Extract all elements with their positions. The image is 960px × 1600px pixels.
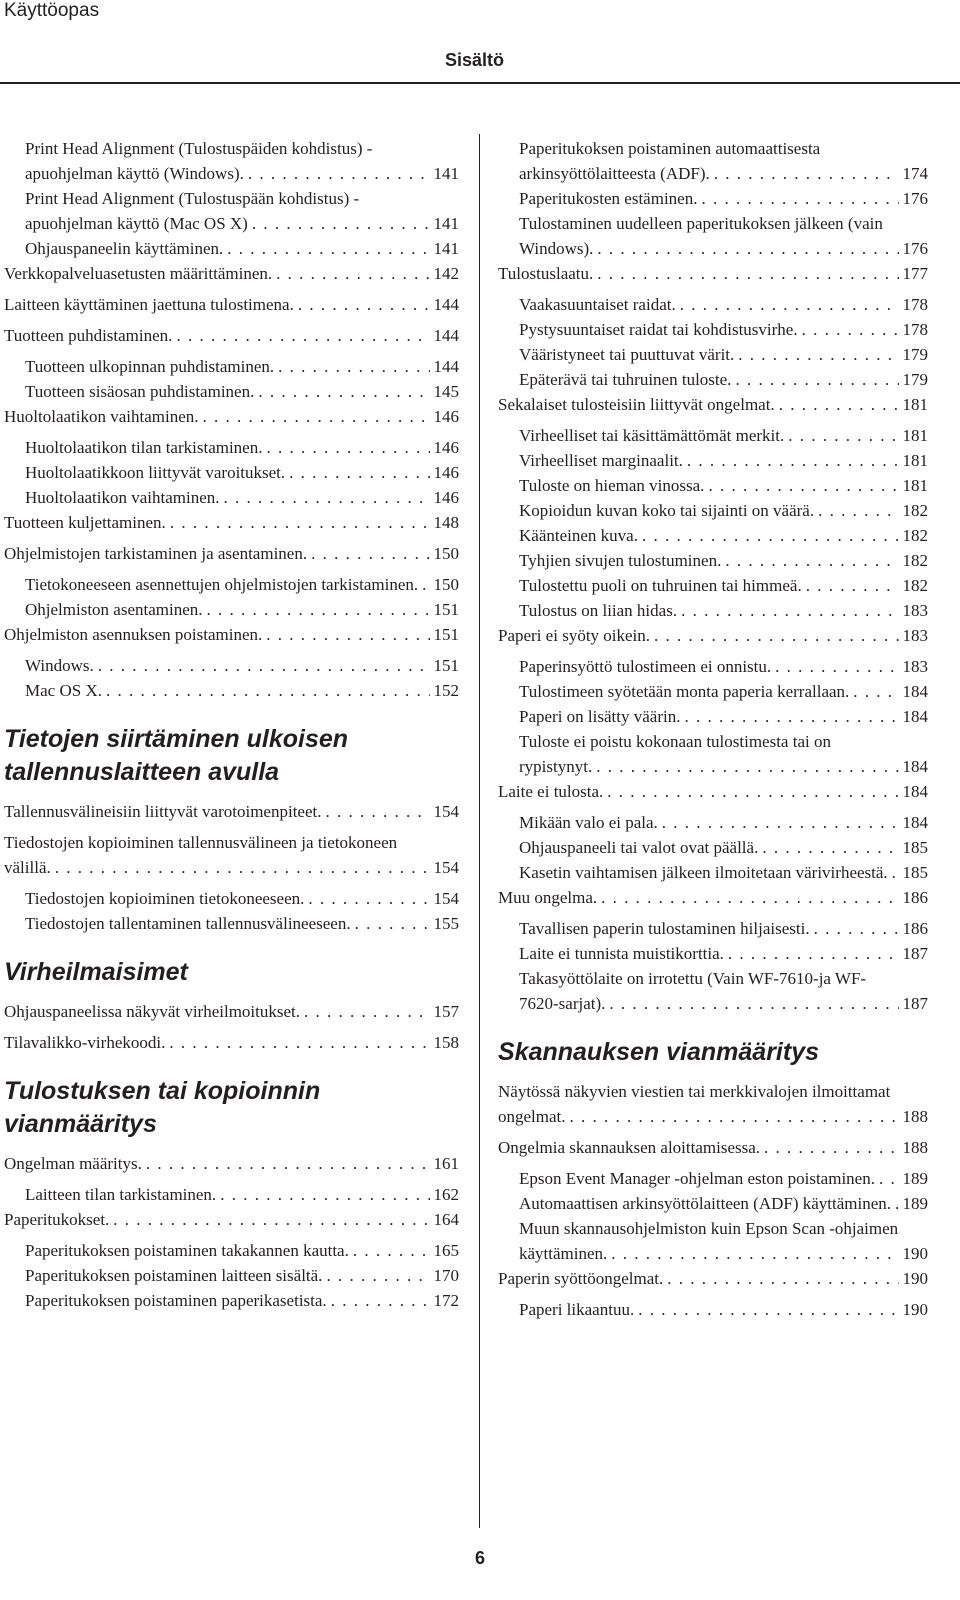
toc-entry-title: Paperitukosten estäminen. <box>519 189 698 208</box>
toc-entry-page: 174 <box>899 161 929 186</box>
toc-entry[interactable] <box>4 236 459 261</box>
toc-entry-page: 154 <box>430 799 460 824</box>
toc-entry-title: Mac OS X. <box>25 681 102 700</box>
toc-entry[interactable] <box>498 704 928 729</box>
toc-entry[interactable] <box>498 623 928 648</box>
toc-entry-page: 150 <box>430 541 460 566</box>
section-heading: Virheilmaisimet <box>4 958 188 986</box>
toc-entry-page: 141 <box>430 236 460 261</box>
toc-entry-title: Huoltolaatikon tilan tarkistaminen. <box>25 438 263 457</box>
toc-entry-page: 177 <box>899 261 929 286</box>
toc-entry-page: 181 <box>899 473 929 498</box>
toc-entry-title: Käänteinen kuva. <box>519 526 638 545</box>
toc-entry-title: Tuloste on hieman vinossa. <box>519 476 705 495</box>
toc-entry-title: Paperitukoksen poistaminen paperikasetista. <box>25 1291 327 1310</box>
toc-entry-page: 183 <box>899 598 929 623</box>
toc-entry[interactable] <box>498 679 928 704</box>
toc-entry[interactable] <box>4 799 459 824</box>
toc-entry[interactable] <box>498 186 928 211</box>
toc-entry[interactable] <box>498 261 928 286</box>
toc-entry-page: 188 <box>899 1104 929 1129</box>
toc-entry-title: Vääristyneet tai puuttuvat värit. <box>519 345 735 364</box>
toc-entry-page: 184 <box>899 754 929 779</box>
toc-entry-page: 184 <box>899 679 929 704</box>
toc-entry-title: Ohjauspaneelissa näkyvät virheilmoitukset. <box>4 1002 301 1021</box>
toc-entry-title: Kasetin vaihtamisen jälkeen ilmoitetaan värivirheestä. <box>519 863 888 882</box>
toc-entry[interactable] <box>498 966 928 1016</box>
column-divider <box>479 134 480 1528</box>
toc-entry-page: 142 <box>430 261 460 286</box>
toc-entry[interactable] <box>4 1030 459 1055</box>
toc-entry-page: 150 <box>430 572 460 597</box>
section-title: Sisältö <box>444 50 504 70</box>
toc-entry-page: 181 <box>899 448 929 473</box>
toc-entry-title: Paperitukoksen poistaminen takakannen kautta. <box>25 1241 349 1260</box>
toc-entry-page: 187 <box>899 941 929 966</box>
toc-entry-title: Epäterävä tai tuhruinen tuloste. <box>519 370 732 389</box>
toc-entry-page: 176 <box>899 186 929 211</box>
toc-entry[interactable] <box>498 136 928 186</box>
toc-entry-title: Paperitukoksen poistaminen laitteen sisältä. <box>25 1266 323 1285</box>
toc-entry-title: Tuotteen kuljettaminen. <box>4 513 166 532</box>
toc-entry-title: Print Head Alignment (Tulostuspään kohdistus) -apuohjelman käyttö (Mac OS X) <box>25 189 360 233</box>
toc-entry-page: 181 <box>899 423 929 448</box>
toc-entry[interactable] <box>4 886 459 911</box>
toc-entry-title: Epson Event Manager -ohjelman eston poistaminen. <box>519 1169 875 1188</box>
toc-entry-page: 182 <box>899 548 929 573</box>
toc-entry-page: 184 <box>899 704 929 729</box>
toc-entry[interactable] <box>4 379 459 404</box>
toc-entry[interactable] <box>4 404 459 429</box>
toc-entry-page: 185 <box>899 835 929 860</box>
toc-entry-title: Tiedostojen kopioiminen tallennusvälineen ja tietokoneen välillä. <box>4 833 398 877</box>
toc-entry[interactable] <box>498 779 928 804</box>
toc-entry-title: Tiedostojen tallentaminen tallennusvälineeseen. <box>25 914 351 933</box>
toc-entry[interactable] <box>498 1266 928 1291</box>
toc-entry-page: 161 <box>430 1151 460 1176</box>
toc-entry[interactable] <box>498 1216 928 1266</box>
toc-entry[interactable] <box>4 911 459 936</box>
toc-entry-page: 184 <box>899 779 929 804</box>
toc-entry-page: 146 <box>430 435 460 460</box>
toc-entry-page: 165 <box>430 1238 460 1263</box>
toc-entry-title: Ohjelmiston asentaminen. <box>25 600 203 619</box>
toc-entry-title: Ohjelmistojen tarkistaminen ja asentaminen. <box>4 544 308 563</box>
toc-entry[interactable] <box>498 885 928 910</box>
toc-entry-title: Tulostettu puoli on tuhruinen tai himmeä. <box>519 576 802 595</box>
toc-entry-page: 188 <box>899 1135 929 1160</box>
toc-entry-page: 151 <box>430 597 460 622</box>
toc-entry[interactable] <box>4 354 459 379</box>
toc-entry-page: 141 <box>430 161 460 186</box>
toc-entry-title: Paperitukokset. <box>4 1210 110 1229</box>
toc-entry[interactable] <box>498 810 928 835</box>
toc-entry[interactable] <box>4 1207 459 1232</box>
toc-entry-title: Sekalaiset tulosteisiin liittyvät ongelmat. <box>498 395 775 414</box>
toc-column-right <box>498 136 928 1322</box>
header-rule <box>0 82 960 84</box>
toc-entry-page: 158 <box>430 1030 460 1055</box>
toc-entry-page: 145 <box>430 379 460 404</box>
toc-entry[interactable] <box>498 367 928 392</box>
toc-entry-title: Paperinsyöttö tulostimeen ei onnistu. <box>519 657 772 676</box>
toc-entry[interactable] <box>4 653 459 678</box>
toc-entry-title: Näytössä näkyvien viestien tai merkkivalojen ilmoittamat ongelmat. <box>498 1082 891 1126</box>
toc-entry[interactable] <box>4 678 459 703</box>
toc-entry-page: 151 <box>430 653 460 678</box>
toc-entry-title: Tulostus on liian hidas. <box>519 601 678 620</box>
toc-entry-page: 176 <box>899 236 929 261</box>
toc-entry-page: 178 <box>899 292 929 317</box>
toc-entry-page: 182 <box>899 523 929 548</box>
document-title: Käyttöopas <box>4 0 100 21</box>
toc-entry[interactable] <box>498 1297 928 1322</box>
toc-entry-title: Tuloste ei poistu kokonaan tulostimesta tai on rypistynyt. <box>519 732 831 776</box>
toc-entry[interactable] <box>4 460 459 485</box>
toc-entry[interactable] <box>4 999 459 1024</box>
toc-entry-title: Ohjauspaneeli tai valot ovat päällä. <box>519 838 759 857</box>
toc-entry[interactable] <box>4 541 459 566</box>
toc-entry[interactable] <box>498 1166 928 1191</box>
toc-entry-page: 148 <box>430 510 460 535</box>
toc-entry[interactable] <box>498 473 928 498</box>
toc-entry[interactable] <box>498 835 928 860</box>
toc-entry-page: 141 <box>430 211 460 236</box>
toc-entry-page: 189 <box>899 1191 929 1216</box>
toc-entry-title: Muu ongelma. <box>498 888 598 907</box>
toc-entry-title: Paperin syöttöongelmat. <box>498 1269 664 1288</box>
toc-entry[interactable] <box>498 448 928 473</box>
toc-entry[interactable] <box>4 261 459 286</box>
toc-entry-page: 144 <box>430 354 460 379</box>
toc-entry-title: Ohjauspaneelin käyttäminen. <box>25 239 224 258</box>
toc-entry-title: Tilavalikko-virhekoodi. <box>4 1033 166 1052</box>
toc-entry-title: Mikään valo ei pala. <box>519 813 658 832</box>
toc-entry-title: Tietokoneeseen asennettujen ohjelmistojen tarkistaminen. <box>25 575 419 594</box>
toc-entry-title: Tuotteen sisäosan puhdistaminen. <box>25 382 255 401</box>
toc-entry[interactable] <box>4 485 459 510</box>
toc-entry[interactable] <box>4 186 459 236</box>
toc-entry[interactable] <box>498 523 928 548</box>
toc-entry-title: Vaakasuuntaiset raidat. <box>519 295 676 314</box>
toc-entry-title: Tulostaminen uudelleen paperitukoksen jälkeen (vain Windows). <box>519 214 883 258</box>
toc-entry-page: 182 <box>899 498 929 523</box>
toc-entry-page: 185 <box>899 860 929 885</box>
toc-entry[interactable] <box>4 572 459 597</box>
toc-entry[interactable] <box>498 860 928 885</box>
toc-entry-page: 183 <box>899 654 929 679</box>
toc-entry-page: 179 <box>899 342 929 367</box>
toc-entry[interactable] <box>498 1079 928 1129</box>
toc-entry-page: 146 <box>430 485 460 510</box>
toc-entry[interactable] <box>4 830 459 880</box>
toc-entry-page: 154 <box>430 855 460 880</box>
toc-entry-page: 144 <box>430 292 460 317</box>
toc-entry-title: Ongelman määritys. <box>4 1154 142 1173</box>
toc-entry[interactable] <box>4 435 459 460</box>
toc-entry-title: Huoltolaatikkoon liittyvät varoitukset. <box>25 463 286 482</box>
toc-entry-title: Huoltolaatikon vaihtaminen. <box>25 488 220 507</box>
toc-entry-page: 187 <box>899 991 929 1016</box>
toc-entry-page: 181 <box>899 392 929 417</box>
toc-entry[interactable] <box>498 573 928 598</box>
toc-entry-page: 155 <box>430 911 460 936</box>
toc-entry-title: Tiedostojen kopioiminen tietokoneeseen. <box>25 889 305 908</box>
toc-entry-page: 182 <box>899 573 929 598</box>
toc-entry-page: 152 <box>430 678 460 703</box>
toc-entry-title: Tulostuslaatu. <box>498 264 594 283</box>
toc-entry-page: 172 <box>430 1288 460 1313</box>
toc-entry[interactable] <box>498 654 928 679</box>
toc-entry[interactable] <box>498 317 928 342</box>
toc-entry-title: Pystysuuntaiset raidat tai kohdistusvirhe. <box>519 320 798 339</box>
toc-entry-page: 179 <box>899 367 929 392</box>
toc-entry-title: Laite ei tulosta. <box>498 782 604 801</box>
section-heading: Tietojen siirtäminen ulkoisen tallennuslaitteen avulla <box>4 725 349 786</box>
toc-entry-title: Tuotteen puhdistaminen. <box>4 326 173 345</box>
toc-entry-page: 144 <box>430 323 460 348</box>
section-heading: Tulostuksen tai kopioinnin vianmääritys <box>4 1077 321 1138</box>
toc-entry-title: Paperi ei syöty oikein. <box>498 626 651 645</box>
toc-entry[interactable] <box>498 1135 928 1160</box>
toc-entry[interactable] <box>498 941 928 966</box>
toc-entry-title: Tavallisen paperin tulostaminen hiljaisesti. <box>519 919 810 938</box>
page-number: 6 <box>474 1548 485 1568</box>
toc-entry[interactable] <box>498 211 928 261</box>
toc-entry[interactable] <box>4 292 459 317</box>
toc-entry[interactable] <box>4 323 459 348</box>
toc-entry[interactable] <box>498 498 928 523</box>
toc-entry-title: Tyhjien sivujen tulostuminen. <box>519 551 722 570</box>
toc-entry-page: 184 <box>899 810 929 835</box>
toc-entry-title: Virheelliset marginaalit. <box>519 451 683 470</box>
toc-entry[interactable] <box>4 1238 459 1263</box>
toc-entry-title: Virheelliset tai käsittämättömät merkit. <box>519 426 785 445</box>
toc-entry[interactable] <box>4 510 459 535</box>
toc-entry-title: Paperi on lisätty väärin. <box>519 707 681 726</box>
toc-entry-title: Tulostimeen syötetään monta paperia kerrallaan. <box>519 682 850 701</box>
toc-entry-title: Paperitukoksen poistaminen automaattisesta arkinsyöttölaitteesta (ADF). <box>519 139 821 183</box>
toc-entry[interactable] <box>498 292 928 317</box>
toc-entry-page: 162 <box>430 1182 460 1207</box>
toc-entry-title: Automaattisen arkinsyöttölaitteen (ADF) käyttäminen. <box>519 1194 892 1213</box>
toc-entry-title: Print Head Alignment (Tulostuspäiden kohdistus) -apuohjelman käyttö (Windows). <box>25 139 373 183</box>
toc-entry[interactable] <box>4 1288 459 1313</box>
toc-entry-title: Tuotteen ulkopinnan puhdistaminen. <box>25 357 275 376</box>
toc-entry-title: Huoltolaatikon vaihtaminen. <box>4 407 199 426</box>
toc-entry-title: Muun skannausohjelmiston kuin Epson Scan -ohjaimen käyttäminen. <box>519 1219 899 1263</box>
toc-entry-title: Takasyöttölaite on irrotettu (Vain WF-7610-ja WF-7620-sarjat). <box>519 969 867 1013</box>
toc-entry[interactable] <box>498 392 928 417</box>
toc-entry-page: 189 <box>899 1166 929 1191</box>
toc-entry[interactable] <box>498 423 928 448</box>
toc-entry-title: Kopioidun kuvan koko tai sijainti on väärä. <box>519 501 815 520</box>
toc-entry[interactable] <box>4 1151 459 1176</box>
toc-entry[interactable] <box>4 1263 459 1288</box>
toc-entry-title: Laite ei tunnista muistikorttia. <box>519 944 724 963</box>
toc-entry[interactable] <box>498 342 928 367</box>
toc-entry[interactable] <box>4 1182 459 1207</box>
toc-entry-page: 190 <box>899 1297 929 1322</box>
toc-entry-title: Tallennusvälineisiin liittyvät varotoimenpiteet. <box>4 802 322 821</box>
toc-entry-page: 146 <box>430 460 460 485</box>
toc-entry-title: Ohjelmiston asennuksen poistaminen. <box>4 625 263 644</box>
toc-entry-page: 183 <box>899 623 929 648</box>
toc-entry-title: Laitteen tilan tarkistaminen. <box>25 1185 217 1204</box>
toc-column-left <box>4 136 459 1313</box>
toc-entry[interactable] <box>498 916 928 941</box>
toc-entry-page: 157 <box>430 999 460 1024</box>
section-heading: Skannauksen vianmääritys <box>498 1038 819 1066</box>
toc-entry[interactable] <box>498 598 928 623</box>
toc-entry-title: Paperi likaantuu. <box>519 1300 635 1319</box>
toc-entry-page: 186 <box>899 885 929 910</box>
toc-entry-page: 164 <box>430 1207 460 1232</box>
toc-entry-page: 154 <box>430 886 460 911</box>
toc-entry-page: 190 <box>899 1241 929 1266</box>
toc-entry[interactable] <box>498 1191 928 1216</box>
toc-entry-title: Verkkopalveluasetusten määrittäminen. <box>4 264 273 283</box>
toc-entry-title: Ongelmia skannauksen aloittamisessa. <box>498 1138 761 1157</box>
toc-entry-page: 151 <box>430 622 460 647</box>
toc-entry-page: 170 <box>430 1263 460 1288</box>
toc-entry[interactable] <box>4 597 459 622</box>
toc-entry[interactable] <box>4 622 459 647</box>
toc-entry-page: 186 <box>899 916 929 941</box>
toc-entry-page: 178 <box>899 317 929 342</box>
toc-entry[interactable] <box>498 729 928 779</box>
toc-entry-page: 146 <box>430 404 460 429</box>
toc-entry-page: 190 <box>899 1266 929 1291</box>
toc-entry[interactable] <box>498 548 928 573</box>
toc-entry-title: Laitteen käyttäminen jaettuna tulostimena. <box>4 295 294 314</box>
toc-entry-title: Windows. <box>25 656 94 675</box>
toc-entry[interactable] <box>4 136 459 186</box>
